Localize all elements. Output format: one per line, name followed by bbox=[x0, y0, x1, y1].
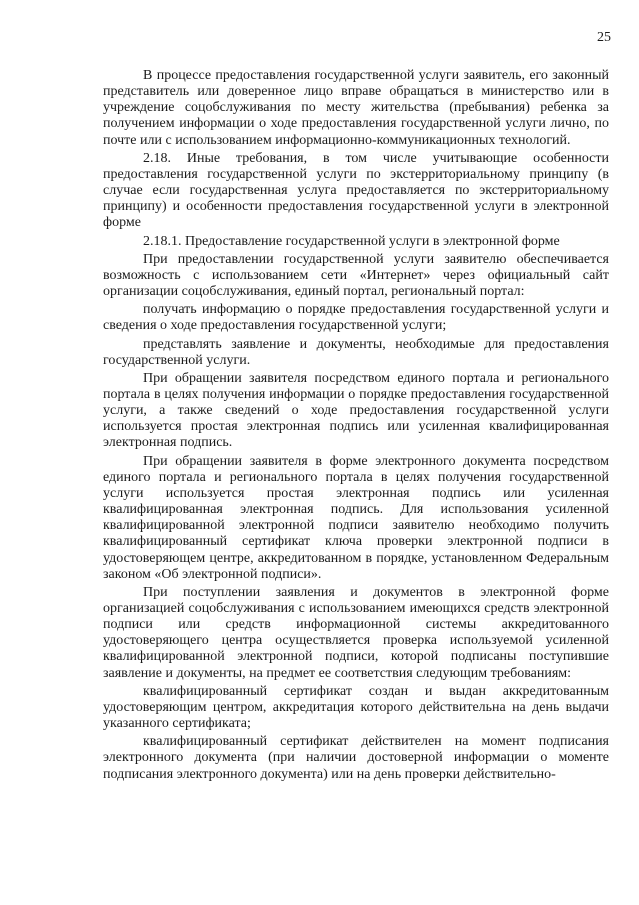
paragraph: В процессе предоставления государственной услуги заявитель, его законный представитель или доверенное лицо вправе обращаться в министерство или в учреждение соцобслуживания по месту жительства (пребывания) ребенка за получением информации о ходе предоставления государственной услуги лично, по почте или с использованием информационно-коммуникационных технологий. bbox=[103, 68, 609, 148]
paragraph: При поступлении заявления и документов в электронной форме организацией соцобслуживания с использованием имеющихся средств электронной подписи или средств информационной системы аккредитованного удостоверяющего центра осуществляется проверка используемой усиленной квалифицированной электронной подписи, которой подписаны поступившие заявление и документы, на предмет ее соответствия следующим требованиям: bbox=[103, 584, 609, 681]
subsection-heading: 2.18.1. Предоставление государственной услуги в электронной форме bbox=[143, 233, 560, 249]
page-number: 25 bbox=[597, 30, 611, 45]
list-item: квалифицированный сертификат создан и выдан аккредитованным удостоверяющим центром, аккредитация которого действительна на день выдачи указанного сертификата; bbox=[103, 683, 609, 732]
paragraph: При обращении заявителя посредством единого портала и регионального портала в целях получения информации о порядке предоставления государственной услуги, а также сведений о ходе предоставления государственной услуги используется простая электронная подпись или усиленная квалифицированная электронная подпись. bbox=[103, 370, 609, 451]
list-item: получать информацию о порядке предоставления государственной услуги и сведения о ходе предоставления государственной услуги; bbox=[103, 302, 609, 334]
section-heading: 2.18. Иные требования, в том числе учитывающие особенности предоставления государственной услуги по экстерриториальному принципу (в случае если государственная услуга предоставляется по экстерриториальному принципу) и особенности предоставления государственной услуги в электронной форме bbox=[103, 150, 609, 231]
document-body bbox=[103, 68, 609, 785]
list-item: квалифицированный сертификат действителен на момент подписания электронного документа (при наличии достоверной информации о моменте подписания электронного документа) или на день проверки действительно- bbox=[103, 734, 609, 782]
paragraph: При обращении заявителя в форме электронного документа посредством единого портала и регионального портала в целях получения государственной услуги используется простая электронная подпись или усиленная квалифицированная электронная подпись. Для использования усиленной квалифицированной электронной подписи заявителю необходимо получить квалифицированный сертификат ключа проверки электронной подписи в удостоверяющем центре, аккредитованном в порядке, установленном Федеральным законом «Об электронной подписи». bbox=[103, 453, 609, 582]
list-item: представлять заявление и документы, необходимые для предоставления государственной услуги. bbox=[103, 336, 609, 368]
paragraph: При предоставлении государственной услуги заявителю обеспечивается возможность с использованием сети «Интернет» через официальный сайт организации соцобслуживания, единый портал, региональный портал: bbox=[103, 251, 609, 300]
